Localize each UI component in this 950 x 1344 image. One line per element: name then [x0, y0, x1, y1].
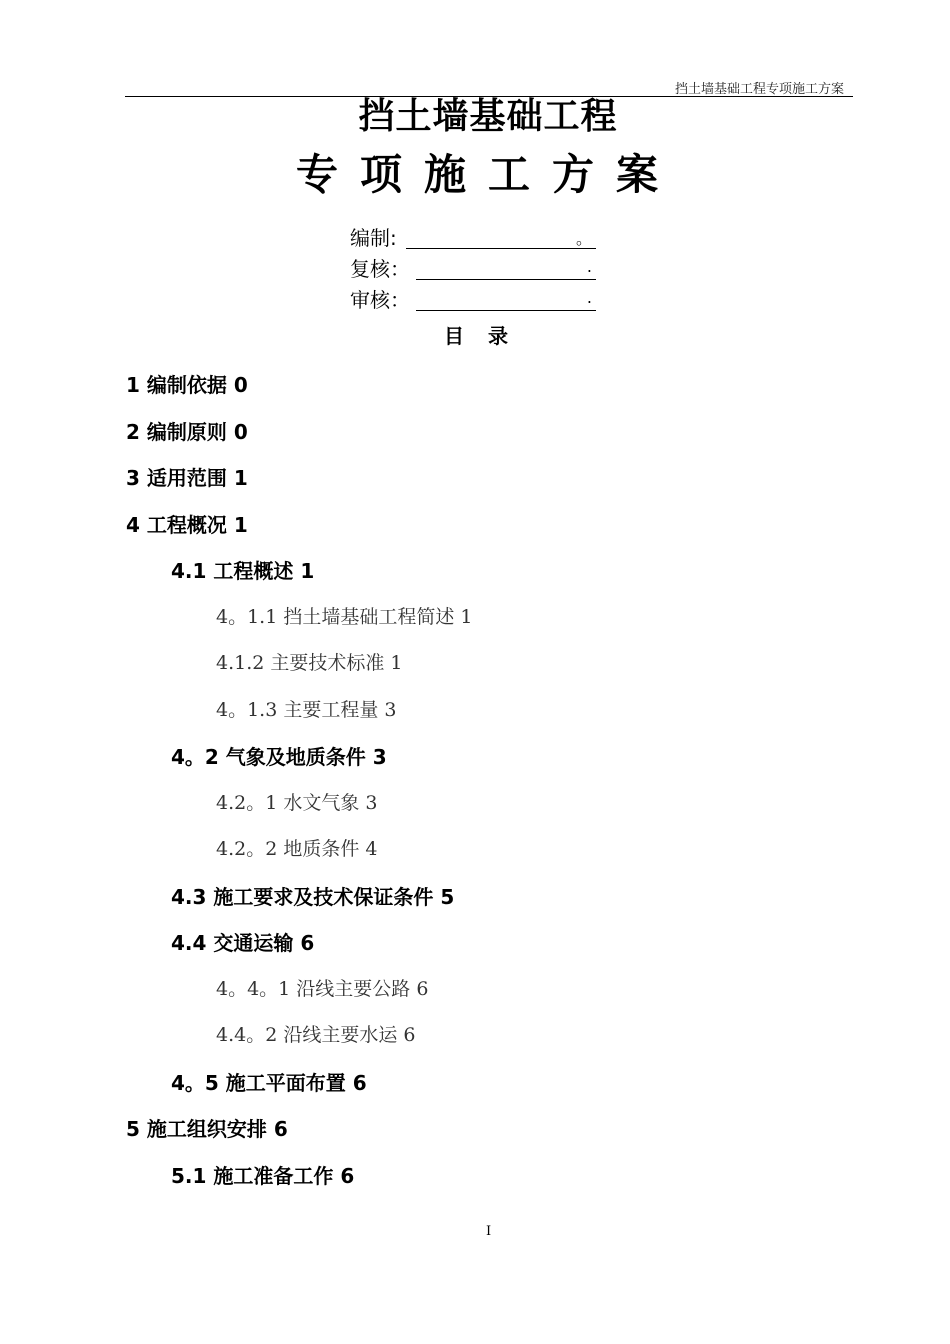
- signature-mark: .: [586, 257, 592, 276]
- toc-item-level-1[interactable]: 1 编制依据 0: [126, 373, 248, 397]
- toc-item-level-3[interactable]: 4。1.1 挡土墙基础工程简述 1: [216, 606, 473, 628]
- toc-item-level-2[interactable]: 4.3 施工要求及技术保证条件 5: [171, 885, 455, 909]
- toc-item-level-3[interactable]: 4.4。2 沿线主要水运 6: [216, 1024, 416, 1046]
- signature-row: [350, 253, 410, 279]
- toc-item-level-2[interactable]: 4。5 施工平面布置 6: [171, 1071, 367, 1095]
- toc-item-level-2[interactable]: 4。2 气象及地质条件 3: [171, 745, 387, 769]
- signature-row: [350, 222, 397, 248]
- signature-line: [416, 255, 596, 280]
- signature-label: 审核：: [350, 288, 410, 312]
- running-header: 挡土墙基础工程专项施工方案: [674, 82, 844, 97]
- toc-title: 目录: [444, 324, 532, 348]
- signature-line: [416, 286, 596, 311]
- document-subtitle: 专项施工方案: [295, 150, 680, 199]
- toc-item-level-1[interactable]: 5 施工组织安排 6: [126, 1117, 288, 1141]
- page-number: I: [486, 1224, 492, 1239]
- signature-mark: .: [586, 288, 592, 307]
- toc-item-level-1[interactable]: 4 工程概况 1: [126, 513, 248, 537]
- signature-label: 复核：: [350, 257, 410, 281]
- toc-item-level-2[interactable]: 4.1 工程概述 1: [171, 559, 315, 583]
- toc-item-level-3[interactable]: 4。1.3 主要工程量 3: [216, 699, 397, 721]
- toc-item-level-3[interactable]: 4。4。1 沿线主要公路 6: [216, 978, 429, 1000]
- toc-item-level-1[interactable]: 3 适用范围 1: [126, 466, 248, 490]
- toc-item-level-3[interactable]: 4.2。2 地质条件 4: [216, 838, 378, 860]
- signature-line: [406, 224, 596, 249]
- toc-item-level-1[interactable]: 2 编制原则 0: [126, 420, 248, 444]
- signature-label: 编制:: [350, 226, 397, 250]
- signature-mark: 。: [575, 229, 592, 248]
- toc-item-level-3[interactable]: 4.1.2 主要技术标准 1: [216, 652, 403, 674]
- document-title: 挡土墙基础工程: [358, 96, 618, 137]
- toc-item-level-3[interactable]: 4.2。1 水文气象 3: [216, 792, 378, 814]
- toc-item-level-2[interactable]: 4.4 交通运输 6: [171, 931, 315, 955]
- toc-item-level-2[interactable]: 5.1 施工准备工作 6: [171, 1164, 355, 1188]
- signature-row: [350, 284, 410, 310]
